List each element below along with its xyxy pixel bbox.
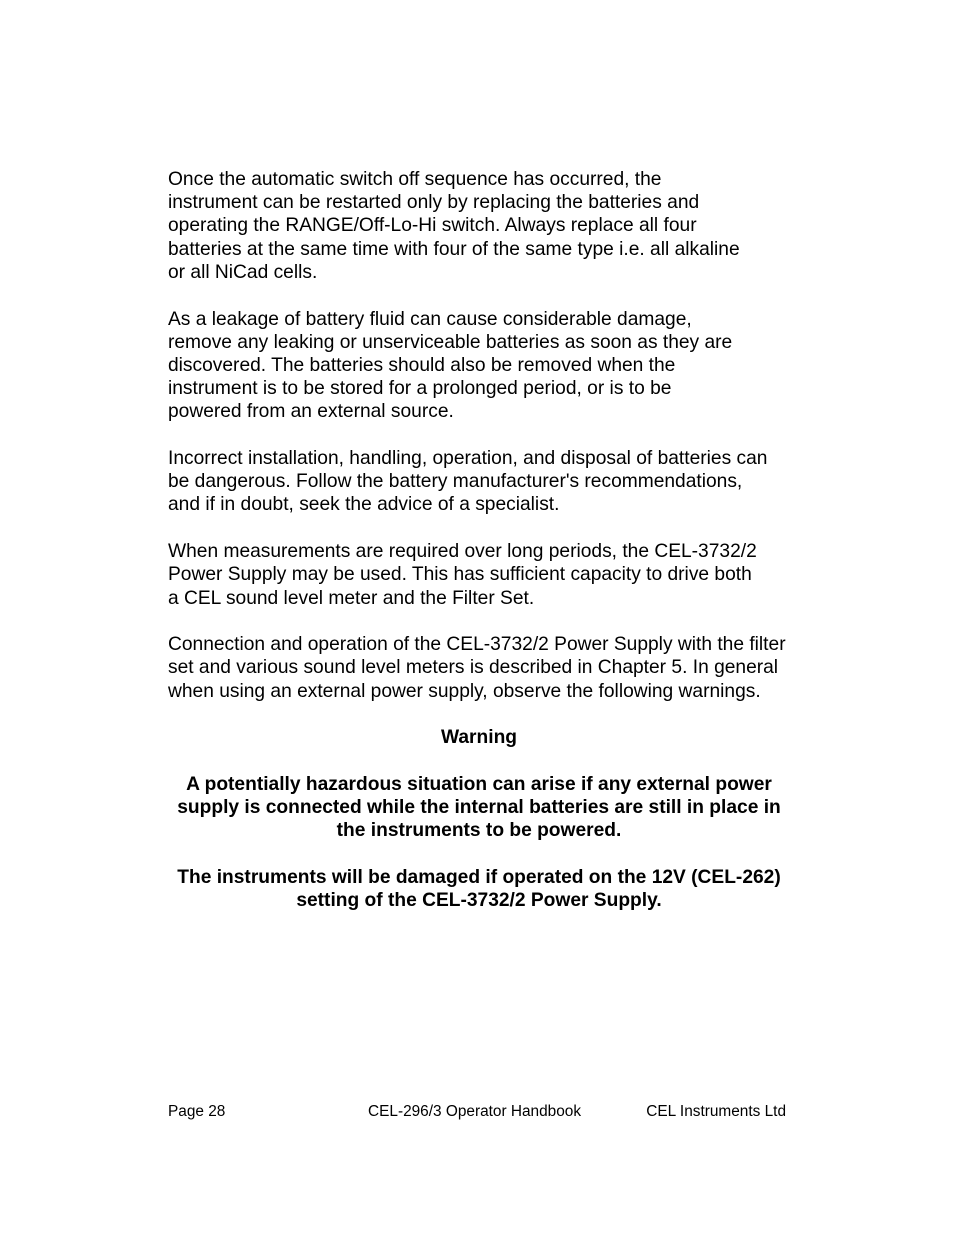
paragraph-battery-replacement: Once the automatic switch off sequence has occurred, the instrument can be restarted only by replacing the batteries and operating the RANGE/Off-Lo-Hi switch. Always replace all four batteries at the same time with four of the same type i.e. all alkaline or all NiCad cells. (168, 169, 740, 283)
warning-text-hazard: A potentially hazardous situation can arise if any external power supply is connected while the internal batteries are still in place in the instruments to be powered. (177, 774, 781, 842)
footer-document-title: CEL-296/3 Operator Handbook (368, 1103, 582, 1120)
paragraph-power-supply: When measurements are required over long periods, the CEL-3732/2 Power Supply may be used. This has sufficient capacity to drive both a CEL sound level meter and the Filter Set. (168, 541, 757, 609)
page-footer (168, 1103, 786, 1123)
footer-company-name: CEL Instruments Ltd (646, 1103, 786, 1120)
footer-page-number: Page 28 (168, 1103, 226, 1120)
paragraph-battery-disposal: Incorrect installation, handling, operation, and disposal of batteries can be dangerous. Follow the battery manufacturer's recommendations, and if in doubt, seek the advice of a specialist. (168, 448, 768, 516)
paragraph-battery-leakage: As a leakage of battery fluid can cause considerable damage, remove any leaking or unserviceable batteries as soon as they are discovered. The batteries should also be removed when the instrument is to be stored for a prolonged period, or is to be powered from an external source. (168, 308, 733, 423)
paragraph-connection: Connection and operation of the CEL-3732/2 Power Supply with the filter set and various sound level meters is described in Chapter 5. In general when using an external power supply, observe the following warnings. (168, 634, 786, 702)
warning-text-damage: The instruments will be damaged if operated on the 12V (CEL-262) setting of the CEL-3732/2 Power Supply. (177, 867, 781, 912)
document-body (168, 168, 790, 936)
warning-heading: Warning (440, 727, 518, 749)
